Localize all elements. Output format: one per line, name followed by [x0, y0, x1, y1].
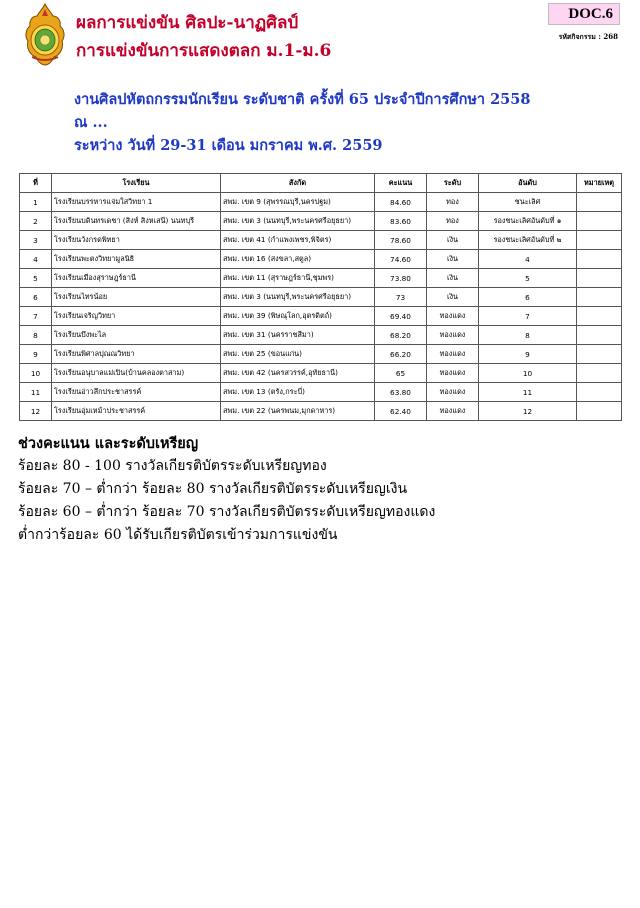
cell-remark [577, 383, 622, 402]
cell-score: 68.20 [375, 326, 427, 345]
cell-school: โรงเรียนบดินทรเดชา (สิงห์ สิงหเสนี) นนทบุรี [52, 212, 221, 231]
col-header-remark: หมายเหตุ [577, 174, 622, 193]
col-header-affiliation: สังกัด [221, 174, 375, 193]
cell-no: 9 [20, 345, 52, 364]
cell-level: ทองแดง [427, 383, 479, 402]
cell-level: ทอง [427, 193, 479, 212]
cell-score: 63.80 [375, 383, 427, 402]
cell-affiliation: สพม. เขต 39 (พิษณุโลก,อุตรดิตถ์) [221, 307, 375, 326]
cell-affiliation: สพม. เขต 42 (นครสวรรค์,อุทัยธานี) [221, 364, 375, 383]
col-header-level: ระดับ [427, 174, 479, 193]
cell-remark [577, 345, 622, 364]
cell-rank: 12 [479, 402, 577, 421]
cell-remark [577, 326, 622, 345]
cell-no: 6 [20, 288, 52, 307]
competition-subtitle: การแข่งขันการแสดงตลก ม.1-ม.6 [76, 41, 332, 61]
table-row [20, 269, 622, 288]
cell-remark [577, 193, 622, 212]
cell-rank: 10 [479, 364, 577, 383]
cell-remark [577, 212, 622, 231]
cell-affiliation: สพม. เขต 22 (นครพนม,มุกดาหาร) [221, 402, 375, 421]
cell-rank: 9 [479, 345, 577, 364]
table-row [20, 212, 622, 231]
cell-level: ทองแดง [427, 402, 479, 421]
cell-score: 66.20 [375, 345, 427, 364]
table-row [20, 326, 622, 345]
cell-affiliation: สพม. เขต 3 (นนทบุรี,พระนครศรีอยุธยา) [221, 212, 375, 231]
cell-remark [577, 402, 622, 421]
cell-school: โรงเรียนอนุบาลแม่เปิน(บ้านคลองตาสาม) [52, 364, 221, 383]
cell-no: 3 [20, 231, 52, 250]
cell-no: 2 [20, 212, 52, 231]
medal-criteria-heading: ช่วงคะแนน และระดับเหรียญ [18, 435, 199, 452]
event-venue: ณ ... [74, 114, 108, 131]
cell-affiliation: สพม. เขต 13 (ตรัง,กระบี่) [221, 383, 375, 402]
table-row [20, 383, 622, 402]
table-row [20, 402, 622, 421]
criteria-bronze: ร้อยละ 60 – ต่ำกว่า ร้อยละ 70 รางวัลเกียรติบัตรระดับเหรียญทองแดง [18, 504, 436, 520]
cell-school: โรงเรียนบึงพะไล [52, 326, 221, 345]
cell-score: 78.60 [375, 231, 427, 250]
cell-score: 74.60 [375, 250, 427, 269]
cell-school: โรงเรียนพะตงวิทยามูลนิธิ [52, 250, 221, 269]
medal-criteria-section [18, 432, 435, 547]
cell-rank: 11 [479, 383, 577, 402]
cell-level: ทองแดง [427, 307, 479, 326]
cell-no: 8 [20, 326, 52, 345]
cell-no: 11 [20, 383, 52, 402]
table-row [20, 250, 622, 269]
cell-rank: 5 [479, 269, 577, 288]
cell-no: 7 [20, 307, 52, 326]
criteria-gold: ร้อยละ 80 - 100 รางวัลเกียรติบัตรระดับเหรียญทอง [18, 458, 327, 474]
cell-rank: รองชนะเลิศอันดับที่ ๑ [479, 212, 577, 231]
cell-affiliation: สพม. เขต 11 (สุราษฎร์ธานี,ชุมพร) [221, 269, 375, 288]
cell-level: ทองแดง [427, 364, 479, 383]
activity-code: รหัสกิจกรรม : 268 [558, 32, 618, 41]
cell-score: 73 [375, 288, 427, 307]
cell-rank: 8 [479, 326, 577, 345]
cell-school: โรงเรียนอุ่มเหม้าประชาสรรค์ [52, 402, 221, 421]
cell-level: เงิน [427, 288, 479, 307]
cell-school: โรงเรียนเจริญวิทยา [52, 307, 221, 326]
cell-no: 12 [20, 402, 52, 421]
col-header-rank: อันดับ [479, 174, 577, 193]
col-header-score: คะแนน [375, 174, 427, 193]
cell-level: เงิน [427, 231, 479, 250]
cell-score: 73.80 [375, 269, 427, 288]
event-dates: ระหว่าง วันที่ 29-31 เดือน มกราคม พ.ศ. 2559 [74, 137, 383, 154]
cell-rank: 6 [479, 288, 577, 307]
cell-school: โรงเรียนไทรน้อย [52, 288, 221, 307]
cell-level: ทองแดง [427, 345, 479, 364]
event-name: งานศิลปหัตถกรรมนักเรียน ระดับชาติ ครั้งที่ 65 ประจำปีการศึกษา 2558 [74, 91, 531, 108]
cell-no: 10 [20, 364, 52, 383]
col-header-no: ที่ [20, 174, 52, 193]
cell-affiliation: สพม. เขต 9 (สุพรรณบุรี,นครปฐม) [221, 193, 375, 212]
criteria-silver: ร้อยละ 70 – ต่ำกว่า ร้อยละ 80 รางวัลเกียรติบัตรระดับเหรียญเงิน [18, 481, 408, 497]
cell-score: 84.60 [375, 193, 427, 212]
cell-remark [577, 307, 622, 326]
cell-no: 1 [20, 193, 52, 212]
cell-school: โรงเรียนพิศาลปุณณวิทยา [52, 345, 221, 364]
cell-remark [577, 231, 622, 250]
criteria-participation: ต่ำกว่าร้อยละ 60 ได้รับเกียรติบัตรเข้าร่วมการแข่งขัน [18, 527, 338, 543]
page-title: ผลการแข่งขัน ศิลปะ-นาฏศิลป์ [76, 13, 299, 33]
cell-school: โรงเรียนบรรหารแจ่มใสวิทยา 1 [52, 193, 221, 212]
cell-level: เงิน [427, 250, 479, 269]
table-row [20, 345, 622, 364]
ministry-emblem-logo [22, 3, 68, 67]
cell-score: 69.40 [375, 307, 427, 326]
col-header-school: โรงเรียน [52, 174, 221, 193]
table-row [20, 193, 622, 212]
cell-rank: 4 [479, 250, 577, 269]
cell-affiliation: สพม. เขต 31 (นครราชสีมา) [221, 326, 375, 345]
cell-level: ทองแดง [427, 326, 479, 345]
cell-affiliation: สพม. เขต 16 (สงขลา,สตูล) [221, 250, 375, 269]
cell-affiliation: สพม. เขต 3 (นนทบุรี,พระนครศรีอยุธยา) [221, 288, 375, 307]
cell-rank: ชนะเลิศ [479, 193, 577, 212]
cell-rank: รองชนะเลิศอันดับที่ ๒ [479, 231, 577, 250]
cell-school: โรงเรียนวังกรดพิทยา [52, 231, 221, 250]
cell-remark [577, 269, 622, 288]
table-row [20, 364, 622, 383]
cell-score: 65 [375, 364, 427, 383]
cell-school: โรงเรียนอ่าวลึกประชาสรรค์ [52, 383, 221, 402]
table-header-row [20, 174, 622, 193]
cell-rank: 7 [479, 307, 577, 326]
cell-remark [577, 288, 622, 307]
table-row [20, 231, 622, 250]
cell-affiliation: สพม. เขต 25 (ขอนแก่น) [221, 345, 375, 364]
table-row [20, 307, 622, 326]
table-row [20, 288, 622, 307]
cell-affiliation: สพม. เขต 41 (กำแพงเพชร,พิจิตร) [221, 231, 375, 250]
cell-score: 62.40 [375, 402, 427, 421]
doc-badge: DOC.6 [548, 3, 620, 25]
results-table [19, 173, 622, 421]
cell-remark [577, 250, 622, 269]
cell-score: 83.60 [375, 212, 427, 231]
cell-no: 4 [20, 250, 52, 269]
cell-level: ทอง [427, 212, 479, 231]
cell-remark [577, 364, 622, 383]
cell-school: โรงเรียนเมืองสุราษฎร์ธานี [52, 269, 221, 288]
cell-no: 5 [20, 269, 52, 288]
cell-level: เงิน [427, 269, 479, 288]
